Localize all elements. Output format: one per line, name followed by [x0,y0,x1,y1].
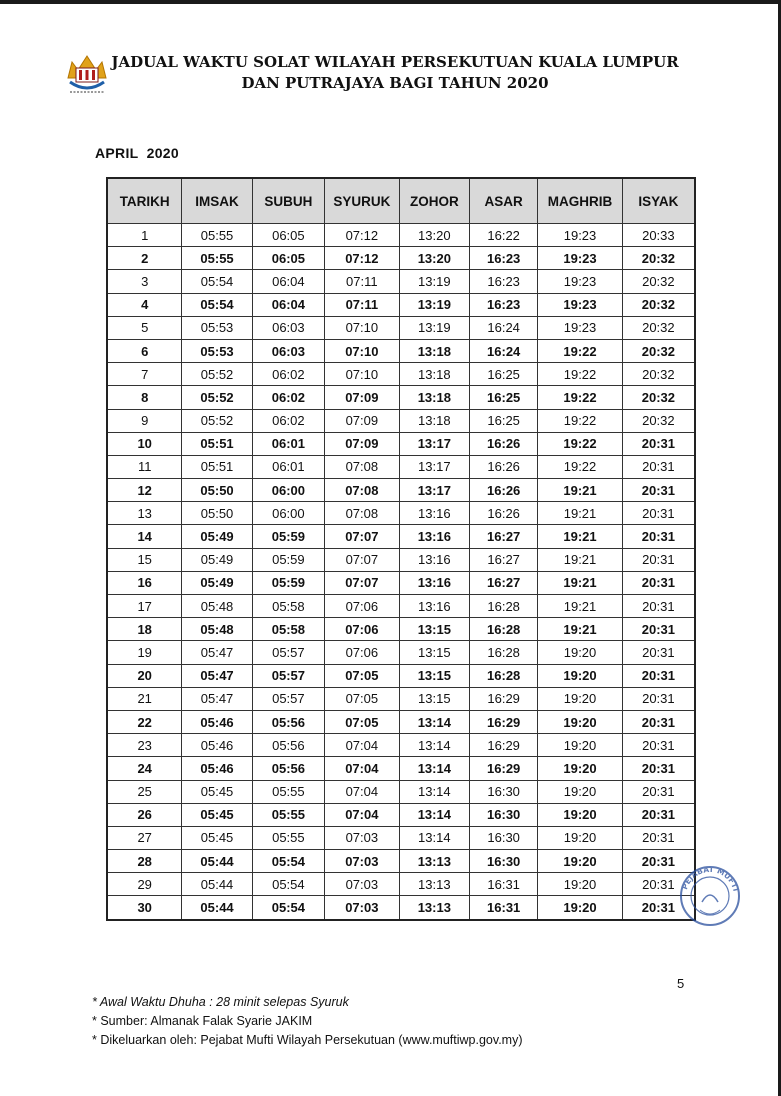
table-row [107,710,695,733]
table-row [107,339,695,362]
table-row [107,455,695,478]
cell-tarikh: 26 [107,803,182,826]
cell-asar: 16:29 [470,687,538,710]
table-row [107,757,695,780]
stamp-text: PEJABAT MUFTI [680,864,741,893]
cell-asar: 16:28 [470,664,538,687]
cell-tarikh: 25 [107,780,182,803]
cell-isyak: 20:31 [622,896,695,920]
cell-isyak: 20:32 [622,316,695,339]
cell-imsak: 05:46 [182,757,252,780]
cell-maghrib: 19:20 [538,896,622,920]
cell-asar: 16:25 [470,386,538,409]
cell-zohor: 13:14 [399,734,469,757]
cell-imsak: 05:51 [182,432,252,455]
cell-asar: 16:25 [470,363,538,386]
page-number: 5 [677,976,685,991]
table-row [107,618,695,641]
cell-zohor: 13:18 [399,386,469,409]
cell-isyak: 20:31 [622,734,695,757]
cell-subuh: 05:57 [252,687,324,710]
cell-asar: 16:28 [470,641,538,664]
cell-tarikh: 23 [107,734,182,757]
cell-subuh: 05:55 [252,780,324,803]
cell-imsak: 05:47 [182,664,252,687]
cell-subuh: 06:03 [252,316,324,339]
cell-syuruk: 07:10 [325,363,400,386]
cell-imsak: 05:54 [182,293,252,316]
cell-maghrib: 19:20 [538,803,622,826]
table-row [107,803,695,826]
cell-maghrib: 19:21 [538,618,622,641]
cell-tarikh: 16 [107,571,182,594]
cell-isyak: 20:32 [622,363,695,386]
table-row [107,293,695,316]
cell-syuruk: 07:09 [325,386,400,409]
table-row [107,850,695,873]
cell-subuh: 06:00 [252,479,324,502]
cell-maghrib: 19:23 [538,316,622,339]
cell-zohor: 13:17 [399,432,469,455]
cell-maghrib: 19:22 [538,455,622,478]
cell-syuruk: 07:08 [325,479,400,502]
cell-tarikh: 27 [107,826,182,849]
cell-imsak: 05:54 [182,270,252,293]
cell-asar: 16:30 [470,850,538,873]
cell-maghrib: 19:20 [538,664,622,687]
cell-maghrib: 19:20 [538,757,622,780]
cell-asar: 16:29 [470,710,538,733]
cell-syuruk: 07:07 [325,548,400,571]
cell-imsak: 05:45 [182,780,252,803]
cell-imsak: 05:50 [182,479,252,502]
cell-isyak: 20:31 [622,571,695,594]
cell-imsak: 05:48 [182,618,252,641]
cell-imsak: 05:55 [182,247,252,270]
footnotes [92,993,523,1050]
cell-subuh: 06:02 [252,409,324,432]
cell-zohor: 13:13 [399,873,469,896]
table-row [107,896,695,920]
cell-syuruk: 07:08 [325,455,400,478]
cell-zohor: 13:18 [399,363,469,386]
cell-syuruk: 07:05 [325,664,400,687]
cell-tarikh: 8 [107,386,182,409]
cell-isyak: 20:32 [622,270,695,293]
cell-zohor: 13:20 [399,247,469,270]
cell-imsak: 05:47 [182,641,252,664]
cell-maghrib: 19:23 [538,270,622,293]
cell-tarikh: 30 [107,896,182,920]
cell-imsak: 05:49 [182,525,252,548]
col-header-maghrib: MAGHRIB [538,178,622,224]
cell-tarikh: 12 [107,479,182,502]
cell-tarikh: 10 [107,432,182,455]
cell-subuh: 05:56 [252,710,324,733]
cell-imsak: 05:55 [182,224,252,247]
cell-isyak: 20:31 [622,803,695,826]
cell-imsak: 05:49 [182,571,252,594]
cell-subuh: 06:05 [252,247,324,270]
cell-imsak: 05:47 [182,687,252,710]
cell-maghrib: 19:22 [538,363,622,386]
table-row [107,687,695,710]
cell-maghrib: 19:21 [538,525,622,548]
cell-zohor: 13:13 [399,896,469,920]
cell-syuruk: 07:12 [325,247,400,270]
cell-syuruk: 07:04 [325,780,400,803]
cell-tarikh: 11 [107,455,182,478]
cell-syuruk: 07:03 [325,873,400,896]
table-row [107,548,695,571]
cell-imsak: 05:45 [182,803,252,826]
cell-zohor: 13:20 [399,224,469,247]
cell-syuruk: 07:06 [325,618,400,641]
cell-tarikh: 6 [107,339,182,362]
cell-subuh: 06:02 [252,386,324,409]
cell-subuh: 05:56 [252,757,324,780]
title-line-2: DAN PUTRAJAYA BAGI TAHUN 2020 [241,74,549,92]
cell-subuh: 05:54 [252,896,324,920]
cell-maghrib: 19:20 [538,734,622,757]
cell-subuh: 05:55 [252,826,324,849]
cell-syuruk: 07:04 [325,803,400,826]
cell-syuruk: 07:11 [325,270,400,293]
cell-zohor: 13:14 [399,710,469,733]
cell-isyak: 20:31 [622,710,695,733]
cell-maghrib: 19:23 [538,224,622,247]
cell-asar: 16:23 [470,293,538,316]
cell-maghrib: 19:20 [538,687,622,710]
table-row [107,780,695,803]
cell-imsak: 05:44 [182,873,252,896]
cell-isyak: 20:31 [622,548,695,571]
cell-subuh: 05:57 [252,664,324,687]
cell-asar: 16:24 [470,316,538,339]
cell-isyak: 20:31 [622,595,695,618]
cell-subuh: 06:04 [252,270,324,293]
cell-asar: 16:27 [470,571,538,594]
cell-isyak: 20:31 [622,432,695,455]
cell-zohor: 13:15 [399,664,469,687]
cell-imsak: 05:50 [182,502,252,525]
cell-subuh: 06:01 [252,432,324,455]
pejabat-mufti-stamp-icon [678,858,742,934]
cell-asar: 16:26 [470,432,538,455]
table-row [107,525,695,548]
table-row [107,873,695,896]
col-header-subuh: SUBUH [252,178,324,224]
prayer-times-table [106,177,696,921]
cell-tarikh: 18 [107,618,182,641]
cell-isyak: 20:31 [622,455,695,478]
col-header-isyak: ISYAK [622,178,695,224]
cell-tarikh: 1 [107,224,182,247]
cell-syuruk: 07:04 [325,734,400,757]
cell-subuh: 05:55 [252,803,324,826]
cell-imsak: 05:52 [182,409,252,432]
cell-zohor: 13:14 [399,826,469,849]
title-line-1: JADUAL WAKTU SOLAT WILAYAH PERSEKUTUAN KUALA LUMPUR [111,53,679,71]
cell-isyak: 20:31 [622,479,695,502]
table-row [107,641,695,664]
cell-imsak: 05:53 [182,339,252,362]
cell-maghrib: 19:22 [538,339,622,362]
cell-asar: 16:29 [470,734,538,757]
cell-imsak: 05:49 [182,548,252,571]
cell-syuruk: 07:03 [325,896,400,920]
cell-tarikh: 28 [107,850,182,873]
cell-subuh: 06:02 [252,363,324,386]
cell-tarikh: 2 [107,247,182,270]
cell-asar: 16:23 [470,247,538,270]
cell-zohor: 13:15 [399,618,469,641]
cell-isyak: 20:31 [622,618,695,641]
col-header-imsak: IMSAK [182,178,252,224]
cell-syuruk: 07:07 [325,571,400,594]
cell-isyak: 20:31 [622,664,695,687]
cell-maghrib: 19:20 [538,780,622,803]
cell-subuh: 06:04 [252,293,324,316]
cell-isyak: 20:31 [622,525,695,548]
cell-imsak: 05:53 [182,316,252,339]
col-header-tarikh: TARIKH [107,178,182,224]
month-heading: APRIL 2020 [95,145,179,161]
cell-syuruk: 07:09 [325,432,400,455]
cell-zohor: 13:19 [399,270,469,293]
table-row [107,479,695,502]
cell-asar: 16:25 [470,409,538,432]
cell-zohor: 13:14 [399,803,469,826]
cell-tarikh: 13 [107,502,182,525]
cell-asar: 16:30 [470,826,538,849]
cell-syuruk: 07:06 [325,595,400,618]
cell-maghrib: 19:21 [538,479,622,502]
cell-tarikh: 5 [107,316,182,339]
cell-asar: 16:24 [470,339,538,362]
cell-syuruk: 07:10 [325,339,400,362]
cell-syuruk: 07:12 [325,224,400,247]
cell-subuh: 05:58 [252,595,324,618]
cell-isyak: 20:31 [622,850,695,873]
cell-isyak: 20:31 [622,757,695,780]
table-row [107,247,695,270]
cell-asar: 16:29 [470,757,538,780]
cell-zohor: 13:19 [399,316,469,339]
cell-zohor: 13:18 [399,339,469,362]
cell-maghrib: 19:23 [538,293,622,316]
cell-tarikh: 21 [107,687,182,710]
cell-tarikh: 22 [107,710,182,733]
cell-isyak: 20:32 [622,386,695,409]
cell-asar: 16:26 [470,502,538,525]
cell-imsak: 05:52 [182,363,252,386]
cell-isyak: 20:31 [622,873,695,896]
table-row [107,734,695,757]
cell-zohor: 13:16 [399,525,469,548]
cell-subuh: 05:59 [252,525,324,548]
table-row [107,270,695,293]
cell-imsak: 05:48 [182,595,252,618]
footnote-source: * Sumber: Almanak Falak Syarie JAKIM [92,1014,313,1028]
cell-subuh: 06:00 [252,502,324,525]
cell-tarikh: 4 [107,293,182,316]
cell-zohor: 13:16 [399,502,469,525]
cell-maghrib: 19:20 [538,850,622,873]
cell-zohor: 13:17 [399,455,469,478]
cell-asar: 16:27 [470,525,538,548]
footnote-issuer: * Dikeluarkan oleh: Pejabat Mufti Wilayah Persekutuan (www.muftiwp.gov.my) [92,1033,523,1047]
cell-subuh: 05:54 [252,873,324,896]
table-row [107,386,695,409]
cell-isyak: 20:32 [622,247,695,270]
cell-subuh: 06:03 [252,339,324,362]
table-row [107,409,695,432]
table-row [107,571,695,594]
cell-zohor: 13:13 [399,850,469,873]
cell-syuruk: 07:05 [325,687,400,710]
cell-zohor: 13:18 [399,409,469,432]
cell-subuh: 05:59 [252,571,324,594]
cell-subuh: 05:57 [252,641,324,664]
cell-imsak: 05:51 [182,455,252,478]
cell-asar: 16:31 [470,896,538,920]
table-row [107,502,695,525]
cell-zohor: 13:14 [399,780,469,803]
cell-maghrib: 19:21 [538,571,622,594]
cell-syuruk: 07:11 [325,293,400,316]
cell-subuh: 05:58 [252,618,324,641]
cell-subuh: 06:01 [252,455,324,478]
cell-tarikh: 29 [107,873,182,896]
cell-isyak: 20:31 [622,780,695,803]
cell-zohor: 13:15 [399,687,469,710]
cell-maghrib: 19:22 [538,409,622,432]
cell-maghrib: 19:20 [538,873,622,896]
cell-asar: 16:28 [470,595,538,618]
cell-isyak: 20:31 [622,826,695,849]
cell-tarikh: 24 [107,757,182,780]
cell-imsak: 05:45 [182,826,252,849]
cell-asar: 16:30 [470,803,538,826]
cell-tarikh: 3 [107,270,182,293]
cell-syuruk: 07:08 [325,502,400,525]
cell-syuruk: 07:09 [325,409,400,432]
cell-isyak: 20:33 [622,224,695,247]
cell-asar: 16:23 [470,270,538,293]
cell-maghrib: 19:21 [538,502,622,525]
col-header-asar: ASAR [470,178,538,224]
cell-maghrib: 19:21 [538,595,622,618]
cell-imsak: 05:46 [182,710,252,733]
cell-zohor: 13:16 [399,548,469,571]
cell-tarikh: 7 [107,363,182,386]
cell-syuruk: 07:07 [325,525,400,548]
table-row [107,664,695,687]
cell-subuh: 05:59 [252,548,324,571]
cell-isyak: 20:32 [622,409,695,432]
cell-asar: 16:30 [470,780,538,803]
cell-zohor: 13:15 [399,641,469,664]
cell-asar: 16:27 [470,548,538,571]
cell-maghrib: 19:22 [538,432,622,455]
cell-isyak: 20:32 [622,293,695,316]
cell-maghrib: 19:22 [538,386,622,409]
cell-maghrib: 19:20 [538,641,622,664]
table-body [107,224,695,920]
cell-asar: 16:31 [470,873,538,896]
cell-subuh: 05:56 [252,734,324,757]
cell-asar: 16:26 [470,479,538,502]
cell-subuh: 05:54 [252,850,324,873]
cell-tarikh: 20 [107,664,182,687]
cell-zohor: 13:16 [399,571,469,594]
cell-syuruk: 07:06 [325,641,400,664]
footnote-dhuha: * Awal Waktu Dhuha : 28 minit selepas Syuruk [92,995,349,1009]
cell-syuruk: 07:03 [325,850,400,873]
cell-maghrib: 19:21 [538,548,622,571]
cell-zohor: 13:19 [399,293,469,316]
cell-isyak: 20:31 [622,641,695,664]
cell-maghrib: 19:20 [538,710,622,733]
table-row [107,432,695,455]
cell-asar: 16:26 [470,455,538,478]
cell-isyak: 20:32 [622,339,695,362]
table-row [107,363,695,386]
cell-tarikh: 14 [107,525,182,548]
table-row [107,316,695,339]
cell-tarikh: 9 [107,409,182,432]
cell-zohor: 13:16 [399,595,469,618]
cell-subuh: 06:05 [252,224,324,247]
cell-maghrib: 19:23 [538,247,622,270]
table-row [107,826,695,849]
col-header-zohor: ZOHOR [399,178,469,224]
table-row [107,595,695,618]
page-edge-top [0,0,781,4]
cell-syuruk: 07:03 [325,826,400,849]
cell-syuruk: 07:04 [325,757,400,780]
cell-tarikh: 15 [107,548,182,571]
table-row [107,224,695,247]
cell-imsak: 05:52 [182,386,252,409]
cell-zohor: 13:17 [399,479,469,502]
cell-imsak: 05:46 [182,734,252,757]
document-title [110,52,680,94]
cell-tarikh: 19 [107,641,182,664]
jakim-crest-icon [62,48,112,98]
cell-tarikh: 17 [107,595,182,618]
col-header-syuruk: SYURUK [325,178,400,224]
cell-syuruk: 07:05 [325,710,400,733]
cell-zohor: 13:14 [399,757,469,780]
cell-imsak: 05:44 [182,850,252,873]
cell-isyak: 20:31 [622,502,695,525]
cell-imsak: 05:44 [182,896,252,920]
cell-asar: 16:22 [470,224,538,247]
cell-maghrib: 19:20 [538,826,622,849]
cell-isyak: 20:31 [622,687,695,710]
cell-asar: 16:28 [470,618,538,641]
cell-syuruk: 07:10 [325,316,400,339]
table-header-row [107,178,695,224]
svg-text:PEJABAT MUFTI [680,865,740,893]
